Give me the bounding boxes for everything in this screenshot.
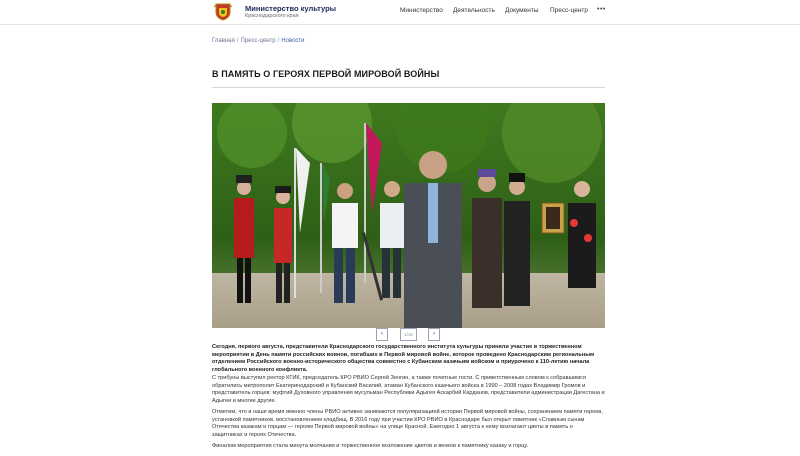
nav-ministry[interactable]: Министерство bbox=[400, 7, 443, 14]
breadcrumb-home[interactable]: Главная bbox=[212, 38, 235, 44]
nav-press-center[interactable]: Пресс-центр bbox=[550, 7, 589, 14]
gallery-next-button[interactable]: › bbox=[428, 328, 440, 341]
article-paragraph-1: С трибуны выступил ректор КГИК, председатель КРО РВИО Сергей Зенгин, а также почетные гости. С приветственным словом к собравшимся обратились митрополит Екатеринодарский и Кубанский Василий, атаман Кубанского казачьего войска в 1990 – 2008 годах Владимир Громов и представитель горцев: муфтий Духовного управления мусульман Республики Адыгея Аскарбий Карданов, представители администрации Дагестана и Адыгеи и многие другие. bbox=[212, 375, 605, 404]
nav-documents[interactable]: Документы bbox=[505, 7, 539, 14]
coat-of-arms-logo[interactable] bbox=[213, 2, 233, 21]
brand-subtitle: Краснодарского края bbox=[245, 13, 299, 19]
more-menu-icon[interactable]: ••• bbox=[597, 6, 606, 13]
breadcrumb-press-center[interactable]: Пресс-центр bbox=[240, 38, 276, 44]
article-paragraph-3: Финалом мероприятия стала минута молчания и торжественное возложение цветов и венков к памятнику казаку и горцу. bbox=[212, 443, 529, 449]
nav-activity[interactable]: Деятельность bbox=[453, 7, 495, 14]
brand-title[interactable]: Министерство культуры bbox=[245, 4, 337, 13]
page-title: В ПАМЯТЬ О ГЕРОЯХ ПЕРВОЙ МИРОВОЙ ВОЙНЫ bbox=[212, 69, 440, 79]
title-divider bbox=[212, 87, 605, 88]
breadcrumb-separator: / bbox=[277, 38, 280, 44]
article-lead: Сегодня, первого августа, представители Краснодарского государственного института культуры приняли участие в торжественном мероприятии в День памяти российских воинов, погибших в Первой мировой войне, которое проведено Краснодарским региональным отделением Российского военно-исторического общества совместно с Кубанским казачьим войском и приурочено к 110-летию начала глобального военного конфликта. bbox=[212, 344, 595, 373]
gallery-counter: 1/16 bbox=[400, 328, 417, 341]
article-photo[interactable] bbox=[212, 103, 605, 328]
article-paragraph-2: Отметим, что в наше время именно члены РВИО активно занимаются популяризацией истории Первой мировой войны, сохранением памяти героев, установкой памятников, восстановлением кладбищ. В 2016 году при участии КРО РВИО в Краснодаре был открыт памятник «Славным сынам Отечества казакам и горцам — героям Первой мировой войны» на улице Красной. Ежегодно 1 августа к нему возлагают цветы в память о защитниках и героях Отечества. bbox=[212, 409, 603, 438]
breadcrumb bbox=[212, 38, 305, 44]
site-header bbox=[0, 0, 800, 25]
breadcrumb-separator: / bbox=[236, 38, 239, 44]
gallery-prev-button[interactable]: ‹ bbox=[376, 328, 388, 341]
breadcrumb-news[interactable]: Новости bbox=[281, 38, 305, 44]
